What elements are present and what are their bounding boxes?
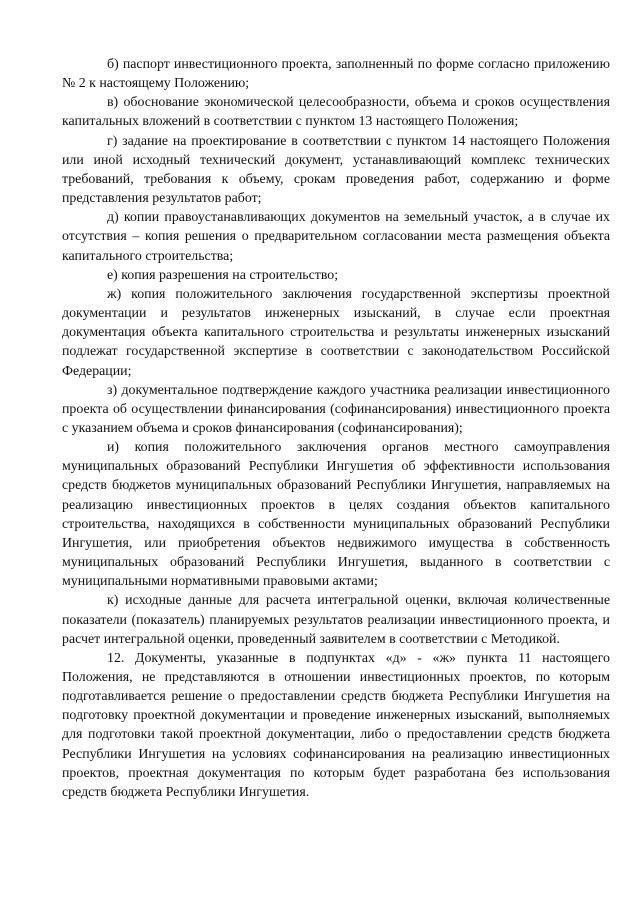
paragraph-item-k: к) исходные данные для расчета интегральной оценки, включая количественные показатели (показатель) планируемых результатов реализации инвестиционного проекта, и расчет интегральной оценки, проведенный заявителем в соответствии с Методикой. bbox=[62, 593, 610, 647]
paragraph-item-d: д) копии правоустанавливающих документов на земельный участок, а в случае их отсутствия – копия решения о предварительном согласовании места размещения объекта капитального строительства; bbox=[62, 210, 610, 264]
paragraph-item-i: и) копия положительного заключения органов местного самоуправления муниципальных образований Республики Ингушетия об эффективности использования средств бюджетов муниципальных образований Республики Ингушетия, направляемых на реализацию инвестиционных проектов в целях создания объектов капитального строительства, находящихся в собственности муниципальных образований Республики Ингушетия, или приобретения объектов недвижимого имущества в собственность муниципальных образований Республики Ингушетия, выданного в соответствии с муниципальными нормативными правовыми актами; bbox=[62, 440, 610, 590]
paragraph-item-zh: ж) копия положительного заключения государственной экспертизы проектной документации и результатов инженерных изысканий, в случае если проектная документация объекта капитального строительства и результаты инженерных изысканий подлежат государственной экспертизе в соответствии с законодательством Российской Федерации; bbox=[62, 286, 610, 379]
paragraph-item-e: е) копия разрешения на строительство; bbox=[107, 267, 339, 283]
document-body bbox=[62, 55, 610, 802]
paragraph-point-12: 12. Документы, указанные в подпунктах «д» - «ж» пункта 11 настоящего Положения, не представляются в отношении инвестиционных проектов, по которым подготавливается решение о предоставлении средств бюджета Республики Ингушетия на подготовку проектной документации и проведение инженерных изысканий, выполняемых для подготовки такой проектной документации, либо о предоставлении средств бюджета Республики Ингушетия на условиях софинансирования на реализацию инвестиционных проектов, проектная документация по которым будет разработана без использования средств бюджета Республики Ингушетия. bbox=[62, 650, 610, 800]
paragraph-item-g: г) задание на проектирование в соответствии с пунктом 14 настоящего Положения или иной исходный технический документ, устанавливающий комплекс технических требований, требования к объему, срокам проведения работ, содержанию и форме представления результатов работ; bbox=[62, 133, 610, 207]
paragraph-item-v: в) обоснование экономической целесообразности, объема и сроков осуществления капитальных вложений в соответствии с пунктом 13 настоящего Положения; bbox=[62, 95, 610, 130]
paragraph-item-z: з) документальное подтверждение каждого участника реализации инвестиционного проекта об осуществлении финансирования (софинансирования) инвестиционного проекта с указанием объема и сроков финансирования (софинансирования); bbox=[62, 382, 610, 436]
paragraph-item-b: б) паспорт инвестиционного проекта, заполненный по форме согласно приложению № 2 к настоящему Положению; bbox=[62, 57, 610, 92]
